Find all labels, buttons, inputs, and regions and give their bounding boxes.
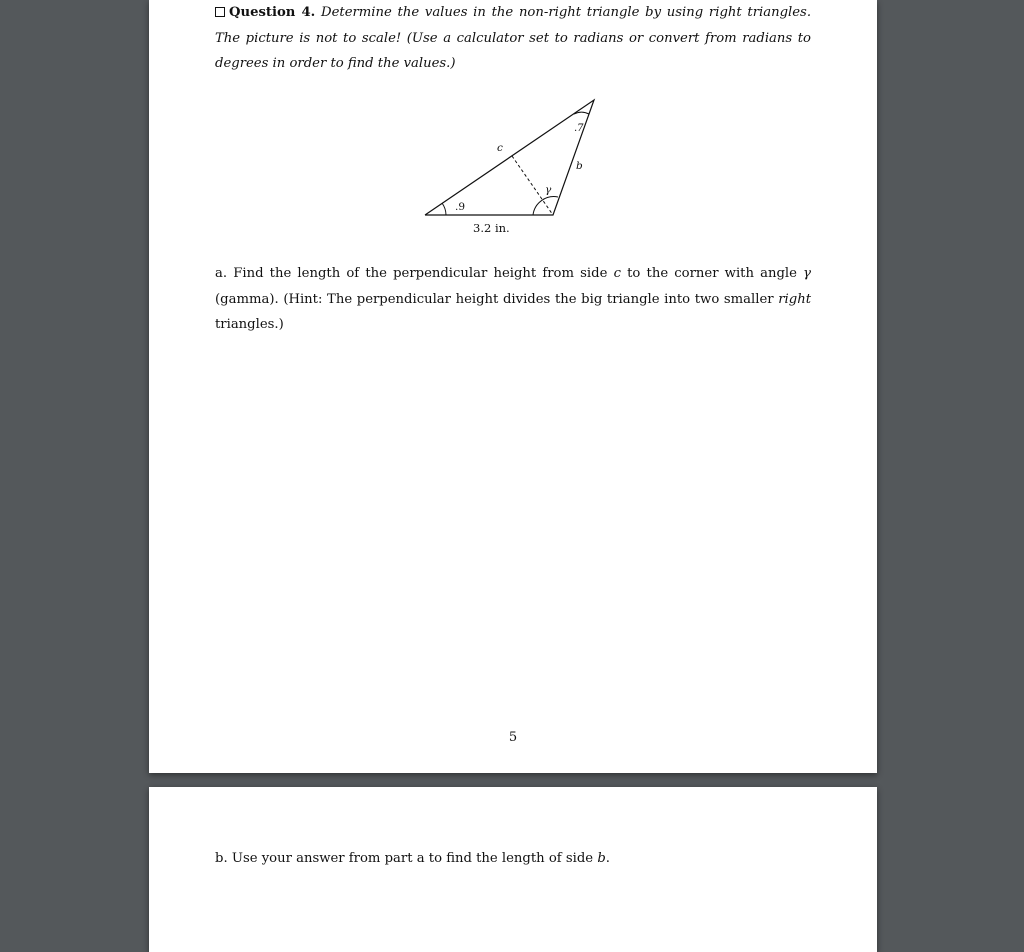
triangle-outline: [425, 100, 594, 215]
document-page: [149, 787, 877, 952]
angle-top-label: .7: [574, 123, 584, 134]
angle-gamma-label: γ: [545, 184, 552, 196]
question-checkbox[interactable]: [215, 7, 225, 17]
part-b-side: b: [597, 851, 606, 866]
side-b-label: b: [576, 160, 583, 172]
part-a-middle: to the corner with angle: [627, 266, 797, 281]
part-a-suffix: (gamma).: [215, 291, 279, 307]
angle-arc-left: [442, 203, 446, 215]
angle-left-label: .9: [455, 201, 466, 213]
question-text: [215, 0, 811, 77]
part-a-angle: γ: [803, 266, 812, 281]
page-number: 5: [508, 730, 518, 745]
question-label: Question 4.: [229, 5, 316, 20]
part-a-hint-emphasis: right: [778, 291, 811, 307]
part-a-text: [215, 261, 811, 338]
part-b-text: [215, 851, 815, 866]
part-a-prefix: a. Find the length of the perpendicular height from side: [215, 266, 608, 281]
part-a-side: c: [613, 266, 621, 281]
triangle-figure: [419, 93, 609, 243]
part-b-suffix: .: [605, 851, 610, 866]
question-instructions: Determine the values in the non-right triangle by using right triangles. The picture is not to scale! (Use a calculator set to radians or convert from radians to degrees in order to find the values.): [215, 5, 812, 71]
base-length-label: 3.2 in.: [473, 221, 510, 235]
part-a-hint-prefix: (Hint: The perpendicular height divides the big triangle into two smaller: [283, 291, 774, 307]
side-c-label: c: [497, 142, 503, 154]
part-a-hint-suffix: triangles.): [215, 317, 284, 332]
part-b-prefix: b. Use your answer from part a to find the length of side: [215, 851, 594, 866]
document-page: [149, 0, 877, 773]
